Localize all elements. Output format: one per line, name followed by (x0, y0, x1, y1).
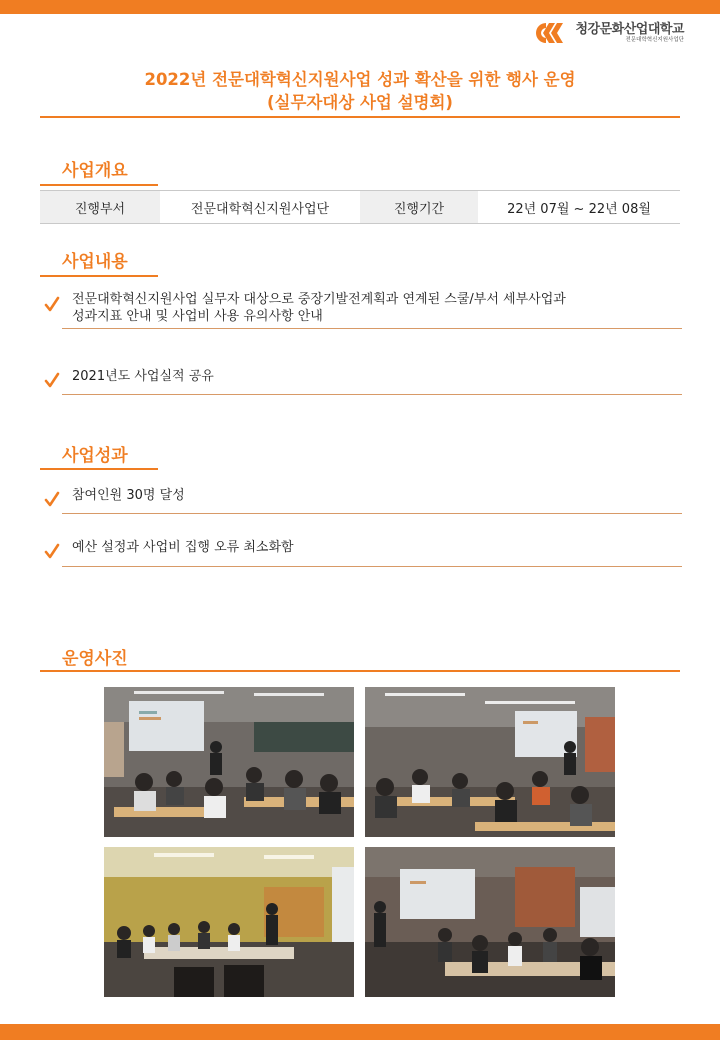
period-label: 진행기간 (360, 191, 478, 223)
logo-name: 청강문화산업대학교 (575, 21, 684, 37)
bottom-accent-bar (0, 1024, 720, 1040)
title-divider (40, 116, 680, 118)
event-photo-3 (104, 847, 354, 997)
content-item-1-divider (62, 328, 682, 329)
title-line-2: (실무자대상 사업 설명회) (267, 93, 453, 112)
results-item-1-divider (62, 513, 682, 514)
photos-heading: 운영사진 (62, 649, 128, 669)
checkmark-icon (44, 543, 60, 559)
page-title (40, 68, 680, 114)
overview-heading: 사업개요 (62, 161, 128, 181)
overview-heading-underline (40, 184, 158, 186)
checkmark-icon (44, 372, 60, 388)
content-item-1 (72, 291, 672, 325)
results-item-2: 예산 설정과 사업비 집행 오류 최소화함 (72, 540, 294, 555)
event-photo-1 (104, 687, 354, 837)
period-value: 22년 07월 ~ 22년 08월 (507, 201, 651, 217)
college-logo (533, 20, 684, 46)
top-accent-bar (0, 0, 720, 14)
overview-table (40, 190, 680, 224)
results-heading-underline (40, 468, 158, 470)
content-heading-underline (40, 275, 158, 277)
photos-divider (40, 670, 680, 672)
dept-value: 전문대학혁신지원사업단 (190, 201, 330, 217)
dept-label: 진행부서 (40, 191, 160, 223)
logo-subtitle: 전문대학혁신지원사업단 (625, 36, 684, 43)
ck-logo-icon (533, 21, 571, 45)
event-photo-2 (365, 687, 615, 837)
content-heading: 사업내용 (62, 252, 128, 272)
content-item-1-line-2: 성과지표 안내 및 사업비 사용 유의사항 안내 (72, 309, 323, 324)
event-photo-4 (365, 847, 615, 997)
content-item-2-divider (62, 394, 682, 395)
results-item-2-divider (62, 566, 682, 567)
checkmark-icon (44, 296, 60, 312)
content-item-1-line-1: 전문대학혁신지원사업 실무자 대상으로 중장기발전계획과 연계된 스쿨/부서 세부사업과 (72, 292, 566, 307)
title-line-1: 2022년 전문대학혁신지원사업 성과 확산을 위한 행사 운영 (144, 70, 576, 89)
results-heading: 사업성과 (62, 446, 128, 466)
results-item-1: 참여인원 30명 달성 (72, 488, 185, 503)
checkmark-icon (44, 491, 60, 507)
content-item-2: 2021년도 사업실적 공유 (72, 369, 214, 384)
